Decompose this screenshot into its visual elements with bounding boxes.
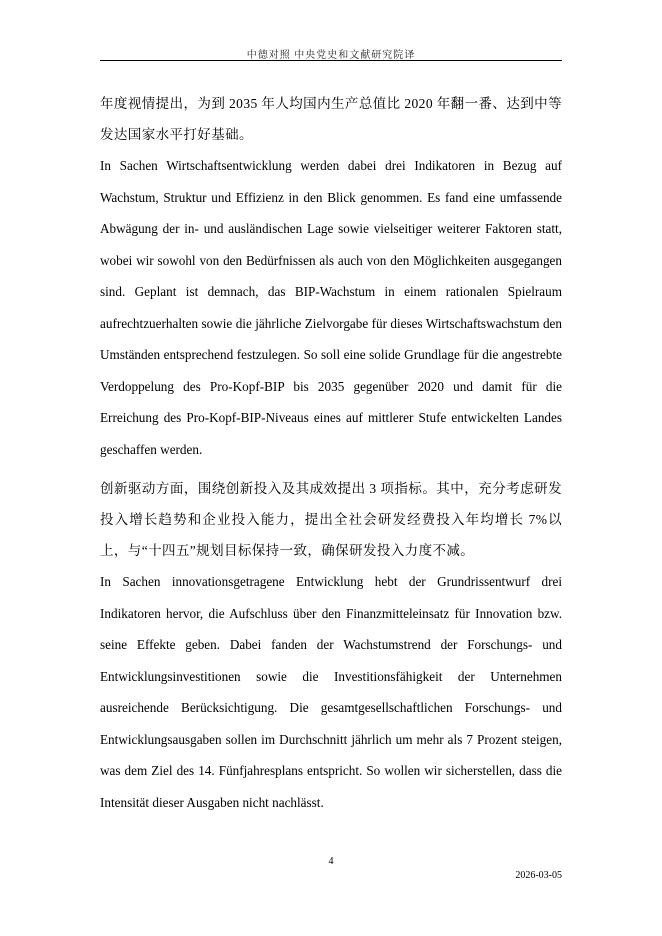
header-rule: [100, 60, 562, 61]
page-number: 4: [328, 856, 334, 867]
paragraph-zh-1: 年度视情提出，为到 2035 年人均国内生产总值比 2020 年翻一番、达到中等发达国家水平打好基础。: [100, 96, 562, 142]
footer-date: 2026-03-05: [515, 870, 562, 881]
paragraph-zh-2: 创新驱动方面，围绕创新投入及其成效提出 3 项指标。其中，充分考虑研发投入增长趋势和企业投入能力，提出全社会研发经费投入年均增长 7%以上，与“十四五”规划目标保持一致，确保研发投入力度不减。: [100, 481, 562, 558]
paragraph-de-1: In Sachen Wirtschaftsentwicklung werden dabei drei Indikatoren in Bezug auf Wachstum, Struktur und Effizienz in den Blick genommen. Es fand eine umfassende Abwägung der in- und ausländischen Lage sowie vielseitiger weiterer Faktoren statt, wobei wir sowohl von den Bedürfnissen als auch von den Möglichkeiten ausgegangen sind. Geplant ist demnach, das BIP-Wachstum in einem rationalen Spielraum aufrechtzuerhalten sowie die jährliche Zielvorgabe für dieses Wirtschaftswachstum den Umständen entsprechend festzulegen. So soll eine solide Grundlage für die angestrebte Verdoppelung des Pro-Kopf-BIP bis 2035 gegenüber 2020 und damit für die Erreichung des Pro-Kopf-BIP-Niveaus eines auf mittlerer Stufe entwickelten Landes geschaffen werden.: [100, 158, 562, 457]
paragraph-de-2: In Sachen innovationsgetragene Entwicklung hebt der Grundrissentwurf drei Indikatoren hervor, die Aufschluss über den Finanzmitteleinsatz für Innovation bzw. seine Effekte geben. Dabei fanden der Wachstumstrend der Forschungs- und Entwicklungsinvestitionen sowie die Investitionsfähigkeit der Unternehmen ausreichende Berücksichtigung. Die gesamtgesellschaftlichen Forschungs- und Entwicklungsausgaben sollen im Durchschnitt jährlich um mehr als 7 Prozent steigen, was dem Ziel des 14. Fünfjahresplans entspricht. So wollen wir sicherstellen, dass die Intensität dieser Ausgaben nicht nachlässt.: [100, 574, 562, 810]
document-body: [100, 88, 562, 818]
page-header: 中德对照 中央党史和文献研究院译: [246, 50, 416, 61]
paragraph-gap: [100, 465, 562, 473]
